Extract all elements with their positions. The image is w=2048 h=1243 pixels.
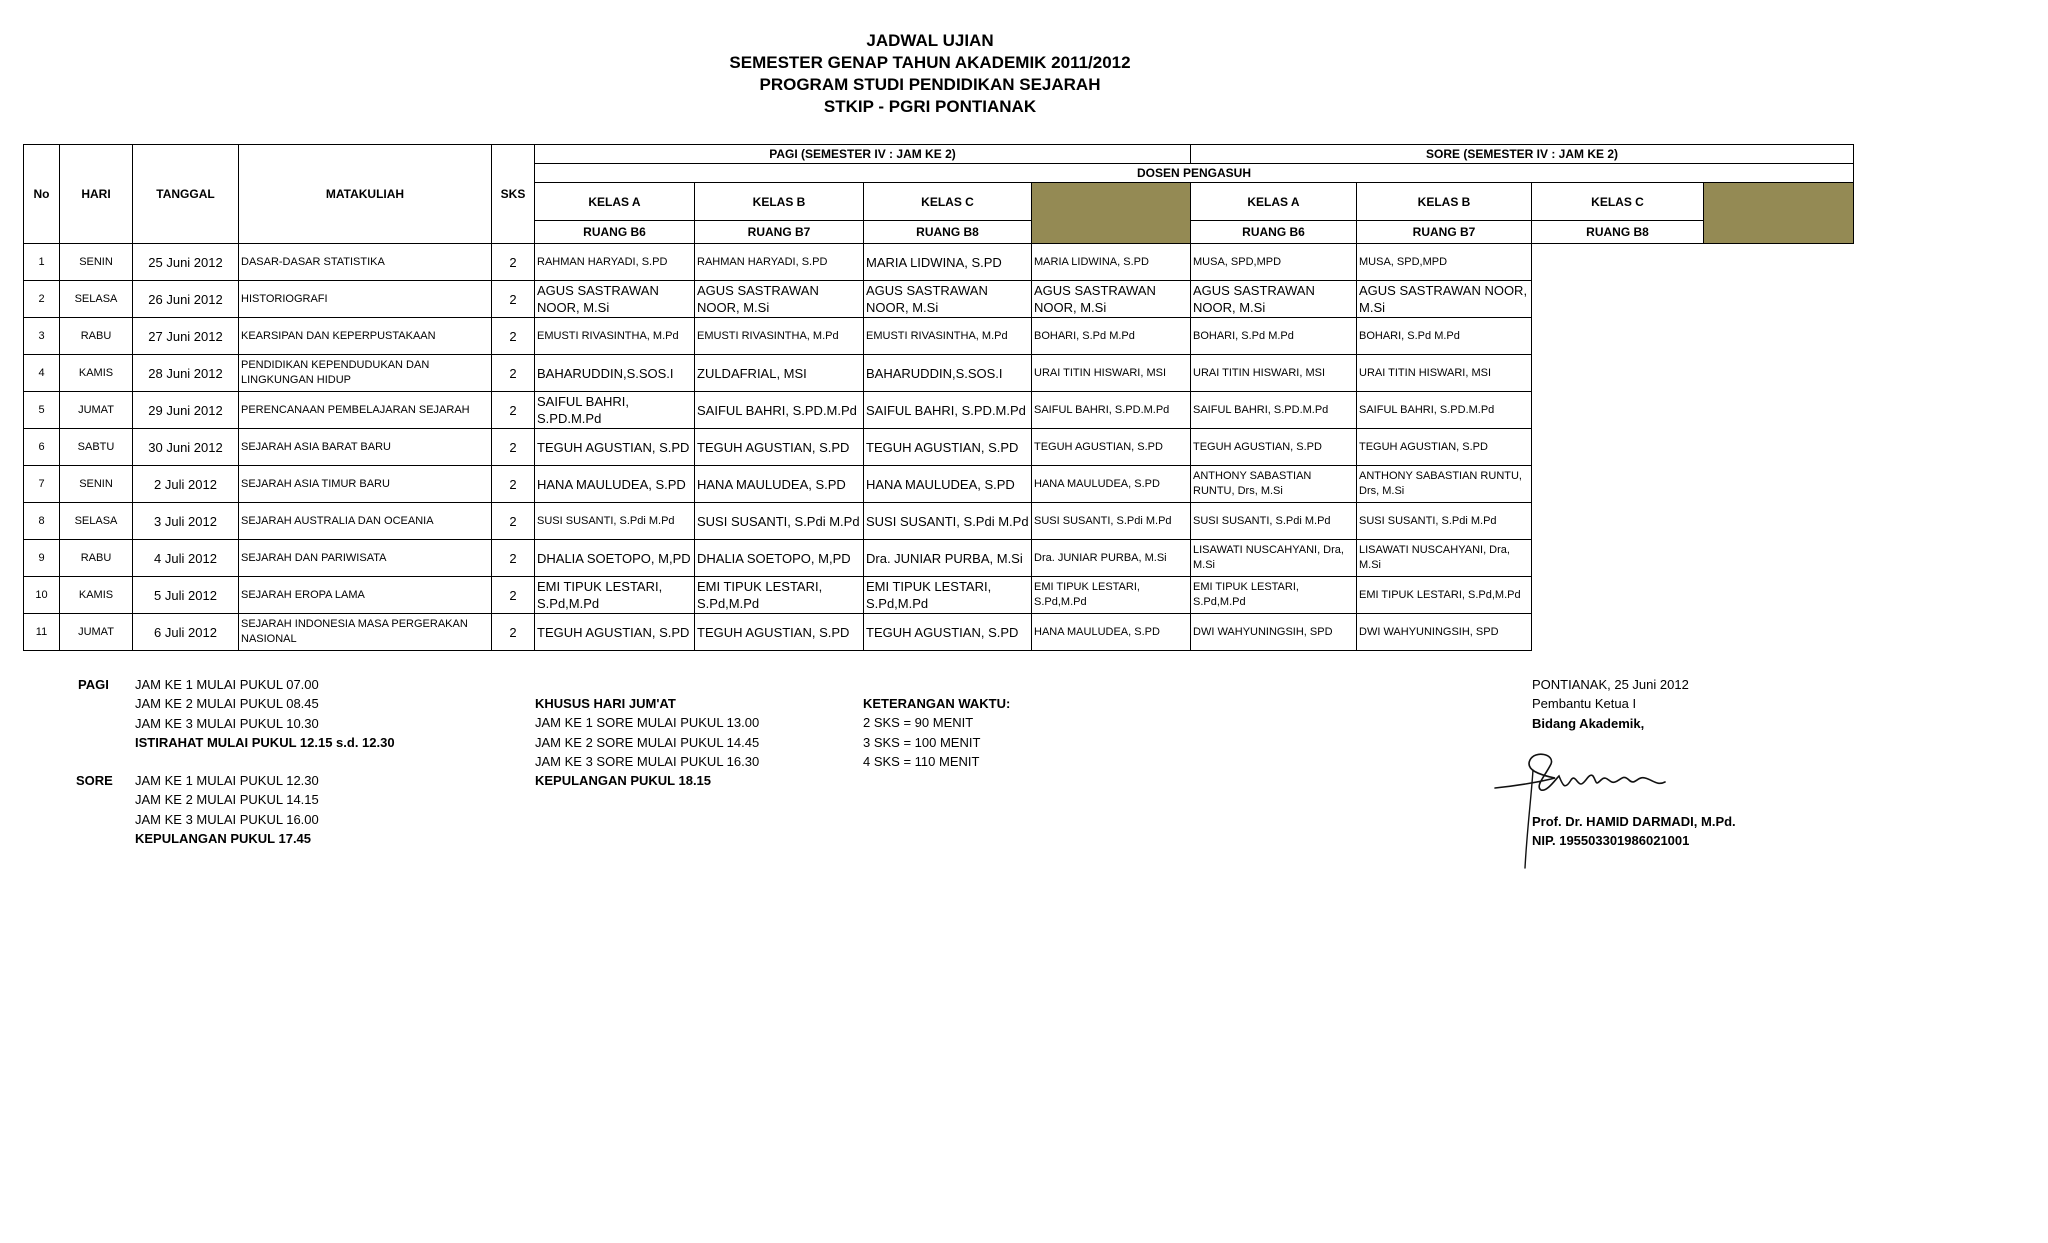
cell-pagi-a: SAIFUL BAHRI, S.PD.M.Pd bbox=[535, 392, 695, 429]
cell-sks: 2 bbox=[492, 392, 535, 429]
cell-pagi-c: HANA MAULUDEA, S.PD bbox=[864, 466, 1032, 503]
cell-hari: JUMAT bbox=[60, 614, 133, 651]
cell-sks: 2 bbox=[492, 540, 535, 577]
cell-tanggal: 26 Juni 2012 bbox=[133, 281, 239, 318]
cell-sore-c: DWI WAHYUNINGSIH, SPD bbox=[1357, 614, 1532, 651]
header-hari: HARI bbox=[60, 145, 133, 244]
cell-sks: 2 bbox=[492, 281, 535, 318]
cell-tanggal: 29 Juni 2012 bbox=[133, 392, 239, 429]
cell-sore-c: SAIFUL BAHRI, S.PD.M.Pd bbox=[1357, 392, 1532, 429]
cell-sks: 2 bbox=[492, 355, 535, 392]
cell-pagi-a: RAHMAN HARYADI, S.PD bbox=[535, 244, 695, 281]
header-row-session bbox=[24, 145, 1854, 164]
table-row bbox=[24, 614, 1854, 651]
cell-pagi-c: BAHARUDDIN,S.SOS.I bbox=[864, 355, 1032, 392]
pagi-line: JAM KE 2 MULAI PUKUL 08.45 bbox=[135, 696, 319, 712]
cell-tanggal: 30 Juni 2012 bbox=[133, 429, 239, 466]
pagi-label: PAGI bbox=[78, 677, 109, 692]
cell-tanggal: 3 Juli 2012 bbox=[133, 503, 239, 540]
table-row bbox=[24, 355, 1854, 392]
table-row bbox=[24, 244, 1854, 281]
cell-pagi-b: HANA MAULUDEA, S.PD bbox=[695, 466, 864, 503]
cell-sore-a: SUSI SUSANTI, S.Pdi M.Pd bbox=[1032, 503, 1191, 540]
cell-pagi-b: EMI TIPUK LESTARI, S.Pd,M.Pd bbox=[695, 577, 864, 614]
cell-no: 8 bbox=[24, 503, 60, 540]
cell-no: 11 bbox=[24, 614, 60, 651]
header-pagi-ruang-b7: RUANG B7 bbox=[695, 221, 864, 244]
cell-sore-b: BOHARI, S.Pd M.Pd bbox=[1191, 318, 1357, 355]
header-no: No bbox=[24, 145, 60, 244]
cell-pagi-a: BAHARUDDIN,S.SOS.I bbox=[535, 355, 695, 392]
cell-pagi-a: EMUSTI RIVASINTHA, M.Pd bbox=[535, 318, 695, 355]
cell-pagi-b: SAIFUL BAHRI, S.PD.M.Pd bbox=[695, 392, 864, 429]
cell-sore-b: DWI WAHYUNINGSIH, SPD bbox=[1191, 614, 1357, 651]
header-sore-ruang-b8: RUANG B8 bbox=[1532, 221, 1704, 244]
cell-matakuliah: SEJARAH EROPA LAMA bbox=[239, 577, 492, 614]
header-pagi-ruang-b8: RUANG B8 bbox=[864, 221, 1032, 244]
cell-sore-a: BOHARI, S.Pd M.Pd bbox=[1032, 318, 1191, 355]
table-row bbox=[24, 429, 1854, 466]
cell-matakuliah: DASAR-DASAR STATISTIKA bbox=[239, 244, 492, 281]
cell-matakuliah: PERENCANAAN PEMBELAJARAN SEJARAH bbox=[239, 392, 492, 429]
exam-schedule-table bbox=[23, 144, 1854, 651]
cell-pagi-b: DHALIA SOETOPO, M,PD bbox=[695, 540, 864, 577]
pagi-line: JAM KE 1 MULAI PUKUL 07.00 bbox=[135, 677, 319, 692]
sore-line: JAM KE 1 MULAI PUKUL 12.30 bbox=[135, 773, 319, 788]
cell-hari: RABU bbox=[60, 540, 133, 577]
table-row bbox=[24, 466, 1854, 503]
cell-sks: 2 bbox=[492, 614, 535, 651]
cell-sore-a: SAIFUL BAHRI, S.PD.M.Pd bbox=[1032, 392, 1191, 429]
signer-nip: NIP. 195503301986021001 bbox=[1532, 833, 1690, 849]
cell-tanggal: 27 Juni 2012 bbox=[133, 318, 239, 355]
cell-pagi-b: SUSI SUSANTI, S.Pdi M.Pd bbox=[695, 503, 864, 540]
header-pagi: PAGI (SEMESTER IV : JAM KE 2) bbox=[535, 145, 1191, 164]
keterangan-title: KETERANGAN WAKTU: bbox=[863, 696, 1011, 711]
cell-sks: 2 bbox=[492, 577, 535, 614]
cell-matakuliah: HISTORIOGRAFI bbox=[239, 281, 492, 318]
cell-tanggal: 6 Juli 2012 bbox=[133, 614, 239, 651]
cell-pagi-c: EMI TIPUK LESTARI, S.Pd,M.Pd bbox=[864, 577, 1032, 614]
table-row bbox=[24, 281, 1854, 318]
cell-matakuliah: SEJARAH AUSTRALIA DAN OCEANIA bbox=[239, 503, 492, 540]
cell-tanggal: 5 Juli 2012 bbox=[133, 577, 239, 614]
cell-sore-c: MUSA, SPD,MPD bbox=[1357, 244, 1532, 281]
header-sore-ruang-b7: RUANG B7 bbox=[1357, 221, 1532, 244]
place-date: PONTIANAK, 25 Juni 2012 bbox=[1532, 677, 1689, 692]
cell-tanggal: 25 Juni 2012 bbox=[133, 244, 239, 281]
jumat-end-line: KEPULANGAN PUKUL 18.15 bbox=[535, 773, 712, 789]
cell-pagi-c: SUSI SUSANTI, S.Pdi M.Pd bbox=[864, 503, 1032, 540]
cell-pagi-b: EMUSTI RIVASINTHA, M.Pd bbox=[695, 318, 864, 355]
cell-hari: KAMIS bbox=[60, 355, 133, 392]
signer-name: Prof. Dr. HAMID DARMADI, M.Pd. bbox=[1532, 814, 1736, 829]
cell-pagi-b: TEGUH AGUSTIAN, S.PD bbox=[695, 429, 864, 466]
cell-pagi-b: TEGUH AGUSTIAN, S.PD bbox=[695, 614, 864, 651]
cell-sore-a: MARIA LIDWINA, S.PD bbox=[1032, 244, 1191, 281]
cell-sore-c: LISAWATI NUSCAHYANI, Dra, M.Si bbox=[1357, 540, 1532, 577]
cell-pagi-a: TEGUH AGUSTIAN, S.PD bbox=[535, 614, 695, 651]
signature-block bbox=[1532, 675, 1689, 733]
sore-line: JAM KE 3 MULAI PUKUL 16.00 bbox=[135, 811, 319, 827]
cell-matakuliah: PENDIDIKAN KEPENDUDUKAN DAN LINGKUNGAN HIDUP bbox=[239, 355, 492, 392]
header-pagi-kelas-b: KELAS B bbox=[695, 183, 864, 221]
cell-sore-b: LISAWATI NUSCAHYANI, Dra, M.Si bbox=[1191, 540, 1357, 577]
header-pagi-ruang-b6: RUANG B6 bbox=[535, 221, 695, 244]
cell-matakuliah: SEJARAH ASIA TIMUR BARU bbox=[239, 466, 492, 503]
cell-sore-b: MUSA, SPD,MPD bbox=[1191, 244, 1357, 281]
jumat-line: JAM KE 3 SORE MULAI PUKUL 16.30 bbox=[535, 753, 760, 769]
cell-tanggal: 28 Juni 2012 bbox=[133, 355, 239, 392]
cell-matakuliah: SEJARAH DAN PARIWISATA bbox=[239, 540, 492, 577]
cell-pagi-b: AGUS SASTRAWAN NOOR, M.Si bbox=[695, 281, 864, 318]
cell-pagi-a: HANA MAULUDEA, S.PD bbox=[535, 466, 695, 503]
pagi-line: JAM KE 3 MULAI PUKUL 10.30 bbox=[135, 715, 319, 731]
cell-sore-c: EMI TIPUK LESTARI, S.Pd,M.Pd bbox=[1357, 577, 1532, 614]
title-line-2: SEMESTER GENAP TAHUN AKADEMIK 2011/2012 bbox=[729, 53, 1131, 72]
cell-hari: KAMIS bbox=[60, 577, 133, 614]
cell-pagi-c: SAIFUL BAHRI, S.PD.M.Pd bbox=[864, 392, 1032, 429]
cell-pagi-c: AGUS SASTRAWAN NOOR, M.Si bbox=[864, 281, 1032, 318]
cell-matakuliah: KEARSIPAN DAN KEPERPUSTAKAAN bbox=[239, 318, 492, 355]
cell-sore-c: TEGUH AGUSTIAN, S.PD bbox=[1357, 429, 1532, 466]
header-pagi-kelas-a: KELAS A bbox=[535, 183, 695, 221]
keterangan-line: 4 SKS = 110 MENIT bbox=[863, 753, 980, 769]
cell-sore-c: BOHARI, S.Pd M.Pd bbox=[1357, 318, 1532, 355]
cell-sore-b: ANTHONY SABASTIAN RUNTU, Drs, M.Si bbox=[1191, 466, 1357, 503]
pagi-break-line: ISTIRAHAT MULAI PUKUL 12.15 s.d. 12.30 bbox=[135, 734, 395, 750]
keterangan-line: 3 SKS = 100 MENIT bbox=[863, 734, 981, 750]
keterangan-waktu bbox=[863, 694, 1010, 771]
header-sore: SORE (SEMESTER IV : JAM KE 2) bbox=[1191, 145, 1854, 164]
header-sore-kelas-a: KELAS A bbox=[1191, 183, 1357, 221]
sore-line: JAM KE 2 MULAI PUKUL 14.15 bbox=[135, 792, 319, 808]
cell-sore-c: URAI TITIN HISWARI, MSI bbox=[1357, 355, 1532, 392]
cell-tanggal: 2 Juli 2012 bbox=[133, 466, 239, 503]
jumat-line: JAM KE 1 SORE MULAI PUKUL 13.00 bbox=[535, 715, 760, 731]
cell-sore-b: AGUS SASTRAWAN NOOR, M.Si bbox=[1191, 281, 1357, 318]
cell-no: 2 bbox=[24, 281, 60, 318]
table-row bbox=[24, 577, 1854, 614]
header-sks: SKS bbox=[492, 145, 535, 244]
cell-no: 7 bbox=[24, 466, 60, 503]
cell-no: 6 bbox=[24, 429, 60, 466]
cell-sore-c: SUSI SUSANTI, S.Pdi M.Pd bbox=[1357, 503, 1532, 540]
cell-sks: 2 bbox=[492, 429, 535, 466]
table-row bbox=[24, 392, 1854, 429]
cell-sks: 2 bbox=[492, 466, 535, 503]
cell-no: 10 bbox=[24, 577, 60, 614]
cell-matakuliah: SEJARAH INDONESIA MASA PERGERAKAN NASIONAL bbox=[239, 614, 492, 651]
cell-sore-a: EMI TIPUK LESTARI, S.Pd,M.Pd bbox=[1032, 577, 1191, 614]
header-matakuliah: MATAKULIAH bbox=[239, 145, 492, 244]
cell-pagi-b: ZULDAFRIAL, MSI bbox=[695, 355, 864, 392]
cell-sore-c: AGUS SASTRAWAN NOOR, M.Si bbox=[1357, 281, 1532, 318]
header-sore-ruang-b6: RUANG B6 bbox=[1191, 221, 1357, 244]
cell-no: 3 bbox=[24, 318, 60, 355]
cell-no: 9 bbox=[24, 540, 60, 577]
cell-pagi-c: EMUSTI RIVASINTHA, M.Pd bbox=[864, 318, 1032, 355]
sore-schedule bbox=[135, 771, 319, 848]
cell-pagi-a: AGUS SASTRAWAN NOOR, M.Si bbox=[535, 281, 695, 318]
cell-hari: SENIN bbox=[60, 244, 133, 281]
header-sore-kelas-b: KELAS B bbox=[1357, 183, 1532, 221]
pagi-schedule bbox=[135, 675, 395, 752]
cell-sore-b: URAI TITIN HISWARI, MSI bbox=[1191, 355, 1357, 392]
cell-no: 5 bbox=[24, 392, 60, 429]
cell-sore-a: URAI TITIN HISWARI, MSI bbox=[1032, 355, 1191, 392]
cell-sore-a: Dra. JUNIAR PURBA, M.Si bbox=[1032, 540, 1191, 577]
sore-label: SORE bbox=[76, 773, 113, 788]
title-line-4: STKIP - PGRI PONTIANAK bbox=[823, 97, 1037, 116]
jumat-schedule bbox=[535, 694, 759, 790]
signer-role-1: Pembantu Ketua I bbox=[1532, 696, 1637, 712]
cell-pagi-a: DHALIA SOETOPO, M,PD bbox=[535, 540, 695, 577]
keterangan-line: 2 SKS = 90 MENIT bbox=[863, 715, 974, 731]
cell-sore-b: EMI TIPUK LESTARI, S.Pd,M.Pd bbox=[1191, 577, 1357, 614]
cell-pagi-c: TEGUH AGUSTIAN, S.PD bbox=[864, 429, 1032, 466]
cell-sore-b: SUSI SUSANTI, S.Pdi M.Pd bbox=[1191, 503, 1357, 540]
cell-sore-c: ANTHONY SABASTIAN RUNTU, Drs, M.Si bbox=[1357, 466, 1532, 503]
cell-hari: JUMAT bbox=[60, 392, 133, 429]
document-title bbox=[0, 30, 1860, 118]
cell-sore-a: HANA MAULUDEA, S.PD bbox=[1032, 466, 1191, 503]
cell-sks: 2 bbox=[492, 503, 535, 540]
title-line-1: JADWAL UJIAN bbox=[866, 31, 994, 50]
sore-filler-column bbox=[1704, 183, 1854, 244]
cell-sore-b: SAIFUL BAHRI, S.PD.M.Pd bbox=[1191, 392, 1357, 429]
cell-sore-a: TEGUH AGUSTIAN, S.PD bbox=[1032, 429, 1191, 466]
cell-tanggal: 4 Juli 2012 bbox=[133, 540, 239, 577]
cell-hari: SABTU bbox=[60, 429, 133, 466]
cell-pagi-a: TEGUH AGUSTIAN, S.PD bbox=[535, 429, 695, 466]
signer-identity bbox=[1532, 812, 1736, 851]
cell-pagi-c: Dra. JUNIAR PURBA, M.Si bbox=[864, 540, 1032, 577]
cell-pagi-a: EMI TIPUK LESTARI, S.Pd,M.Pd bbox=[535, 577, 695, 614]
table-row bbox=[24, 540, 1854, 577]
cell-matakuliah: SEJARAH ASIA BARAT BARU bbox=[239, 429, 492, 466]
header-tanggal: TANGGAL bbox=[133, 145, 239, 244]
cell-no: 1 bbox=[24, 244, 60, 281]
cell-pagi-b: RAHMAN HARYADI, S.PD bbox=[695, 244, 864, 281]
header-pagi-kelas-c: KELAS C bbox=[864, 183, 1032, 221]
cell-sore-b: TEGUH AGUSTIAN, S.PD bbox=[1191, 429, 1357, 466]
cell-sore-a: AGUS SASTRAWAN NOOR, M.Si bbox=[1032, 281, 1191, 318]
header-dosen-pengasuh: DOSEN PENGASUH bbox=[535, 164, 1854, 183]
cell-sore-a: HANA MAULUDEA, S.PD bbox=[1032, 614, 1191, 651]
pagi-filler-column bbox=[1032, 183, 1191, 244]
table-row bbox=[24, 503, 1854, 540]
cell-no: 4 bbox=[24, 355, 60, 392]
cell-hari: RABU bbox=[60, 318, 133, 355]
cell-hari: SELASA bbox=[60, 281, 133, 318]
cell-pagi-c: MARIA LIDWINA, S.PD bbox=[864, 244, 1032, 281]
cell-pagi-c: TEGUH AGUSTIAN, S.PD bbox=[864, 614, 1032, 651]
sore-end-line: KEPULANGAN PUKUL 17.45 bbox=[135, 830, 312, 846]
cell-pagi-a: SUSI SUSANTI, S.Pdi M.Pd bbox=[535, 503, 695, 540]
title-line-3: PROGRAM STUDI PENDIDIKAN SEJARAH bbox=[759, 75, 1101, 94]
cell-hari: SELASA bbox=[60, 503, 133, 540]
cell-sks: 2 bbox=[492, 244, 535, 281]
signer-role-2: Bidang Akademik, bbox=[1532, 715, 1645, 731]
header-sore-kelas-c: KELAS C bbox=[1532, 183, 1704, 221]
cell-sks: 2 bbox=[492, 318, 535, 355]
table-row bbox=[24, 318, 1854, 355]
jumat-line: JAM KE 2 SORE MULAI PUKUL 14.45 bbox=[535, 734, 760, 750]
jumat-title: KHUSUS HARI JUM'AT bbox=[535, 696, 676, 711]
cell-hari: SENIN bbox=[60, 466, 133, 503]
